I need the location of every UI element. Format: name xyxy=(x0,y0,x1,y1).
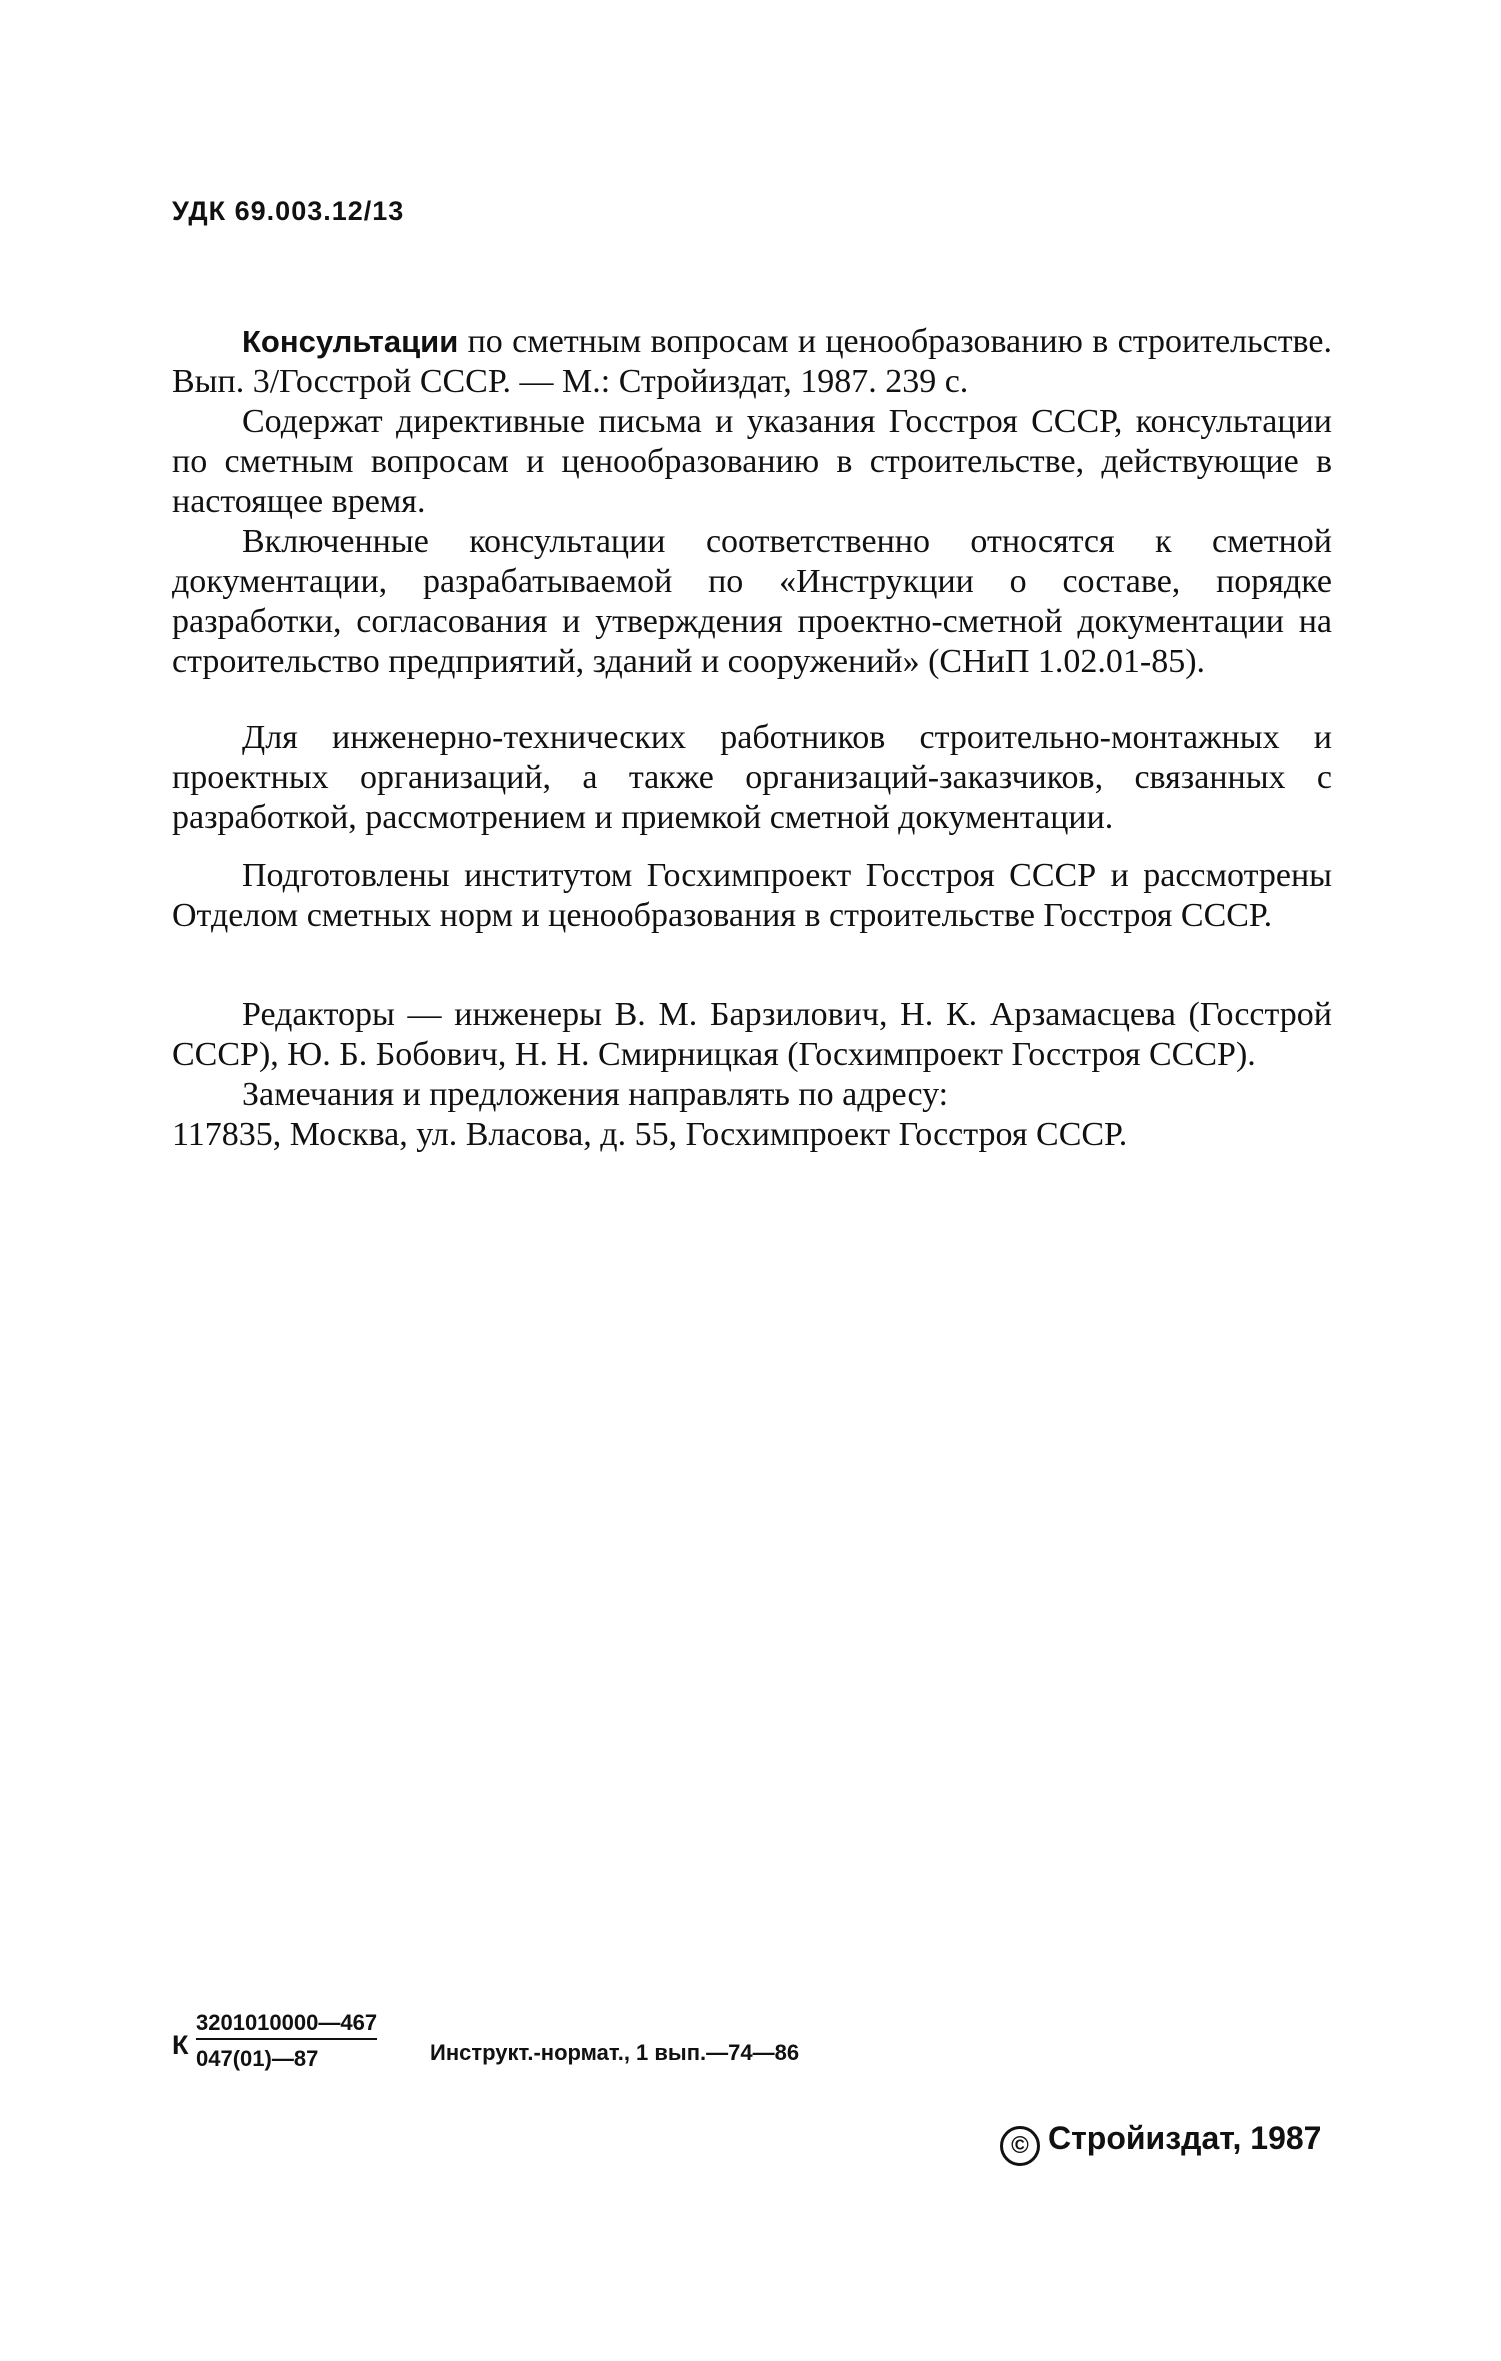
bibliographic-entry xyxy=(172,322,1332,402)
prepared-text: Подготовлены институтом Госхимпроект Госстроя СССР и рассмотрены Отделом сметных норм и ценообразования в строительстве Госстроя СССР. xyxy=(172,857,1332,934)
audience-text: Для инженерно-технических работников строительно-монтажных и проектных организаций, а также организаций-заказчиков, связанных с разработкой, рассмотрением и приемкой сметной документации. xyxy=(172,719,1332,836)
code-note: Инструкт.-нормат., 1 вып.—74—86 xyxy=(430,2040,800,2065)
udk-code: УДК 69.003.12/13 xyxy=(172,196,405,226)
code-fraction xyxy=(196,2010,377,2072)
code-denominator: 047(01)—87 xyxy=(196,2046,319,2071)
copyright-notice xyxy=(1000,2120,1321,2166)
remarks-address: 117835, Москва, ул. Власова, д. 55, Госхимпроект Госстроя СССР. xyxy=(172,1116,1128,1153)
bibliographic-title: Консультации xyxy=(242,324,459,359)
annotation-block xyxy=(172,322,1332,682)
annotation-paragraph-2: Включенные консультации соответственно относятся к сметной документации, разрабатываемой по «Инструкции о составе, порядке разработки, согласования и утверждения проектно-сметной документации на строительство предприятий, зданий и сооружений» (СНиП 1.02.01-85). xyxy=(172,523,1332,680)
editors-text: Редакторы — инженеры В. М. Барзилович, Н. К. Арзамасцева (Госстрой СССР), Ю. Б. Бобович, Н. Н. Смирницкая (Госхимпроект Госстроя СССР). xyxy=(172,996,1332,1073)
prepared-block xyxy=(172,856,1332,936)
remarks-line: Замечания и предложения направлять по адресу: xyxy=(242,1076,949,1113)
annotation-paragraph-1: Содержат директивные письма и указания Госстроя СССР, консультации по сметным вопросам и ценообразованию в строительстве, действующие в настоящее время. xyxy=(172,403,1332,520)
audience-block xyxy=(172,718,1332,838)
code-numerator: 3201010000—467 xyxy=(196,2010,377,2040)
code-letter: К xyxy=(172,2030,189,2060)
bibliographic-details: по сметным вопросам и ценообразованию в строительстве. Вып. 3/Госстрой СССР. — М.: Стройиздат, 1987. 239 с. xyxy=(172,323,1333,400)
copyright-icon: © xyxy=(1000,2126,1040,2166)
editors-block xyxy=(172,995,1332,1155)
copyright-text: Стройиздат, 1987 xyxy=(1048,2120,1322,2156)
